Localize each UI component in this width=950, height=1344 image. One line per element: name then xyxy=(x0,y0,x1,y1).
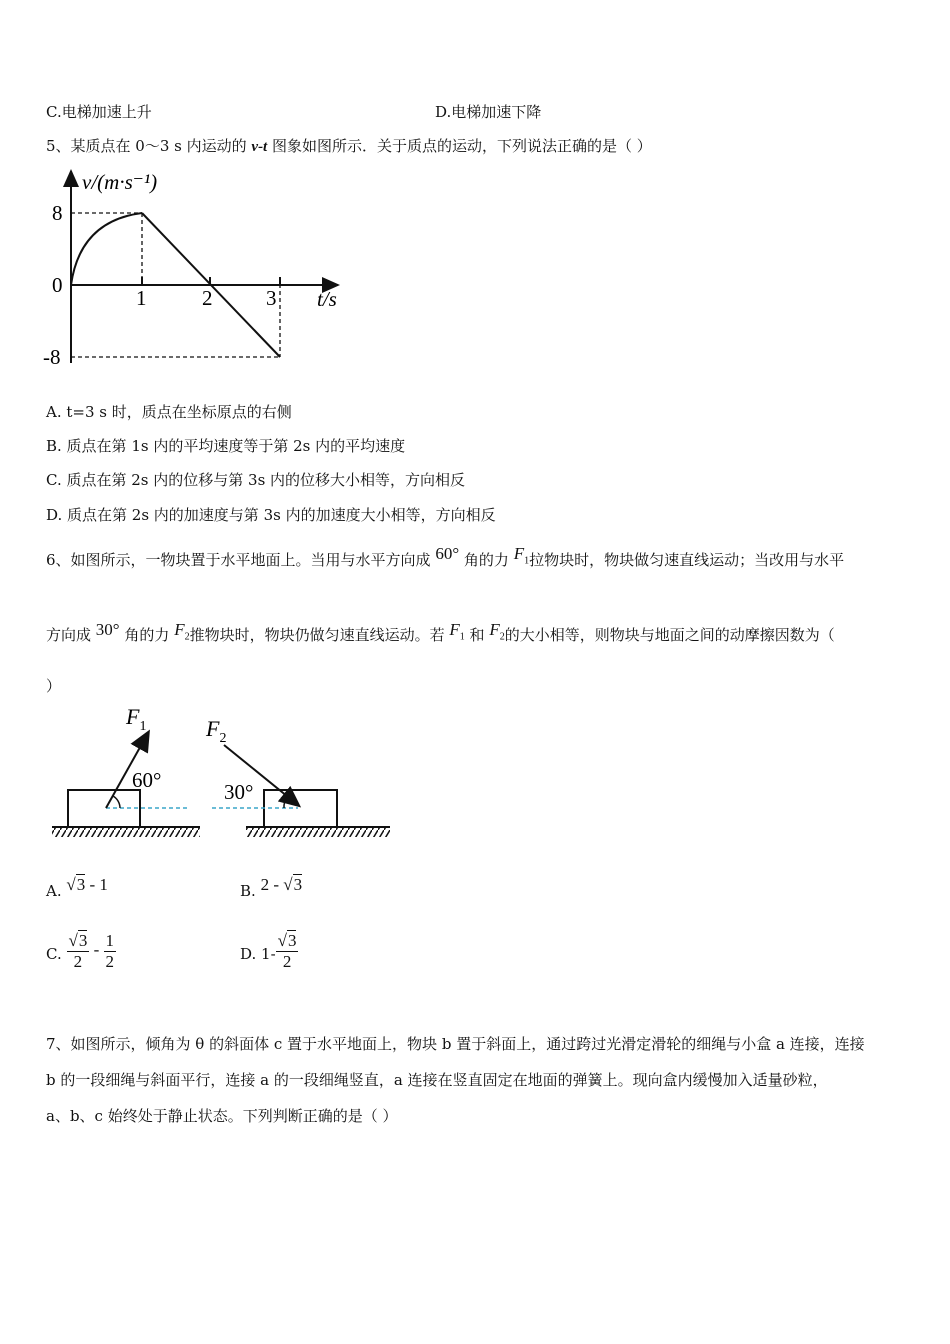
q4-option-c: C.电梯加速上升 xyxy=(46,103,152,121)
q6-d-frac: $\frac{√3}{2}$ xyxy=(277,930,297,971)
ytick-8: 8 xyxy=(52,201,63,225)
q5-option-c: C. 质点在第 2s 内的位移与第 3s 内的位移大小相等，方向相反 xyxy=(46,471,466,489)
block-right xyxy=(264,790,337,827)
xtick-1: 1 xyxy=(136,286,147,310)
ytick-minus8: -8 xyxy=(43,345,61,369)
angle-60-label: 60° xyxy=(132,768,162,792)
q5-vt-graph xyxy=(40,165,360,375)
q6-line1-b: 角的力 xyxy=(463,551,509,569)
q5-stem-vt: v-t xyxy=(251,139,268,155)
xlabel: t/s xyxy=(317,287,337,311)
q6-option-c: C. $\frac{√3}{2}$ - $\frac{1}{2}$ xyxy=(46,930,115,971)
q5-stem-post: 图象如图所示．关于质点的运动，下列说法正确的是（ ） xyxy=(267,137,652,155)
q6-c-frac2: $\frac{1}{2}$ xyxy=(105,930,115,971)
q6-line1-a: 6、如图所示，一物块置于水平地面上。当用与水平方向成 xyxy=(46,551,431,569)
q6-option-a: A. √3 - 1 xyxy=(46,875,108,900)
q6-f2: $F_2$ xyxy=(174,620,190,643)
q5-option-a: A. t=3 s 时，质点在坐标原点的右侧 xyxy=(46,403,292,421)
xtick-2: 2 xyxy=(202,286,213,310)
q6-f1-ref: $F_1$ xyxy=(449,620,465,643)
q6-line1 xyxy=(46,544,845,577)
q7-line3: a、b、c 始终处于静止状态。下列判断正确的是（ ） xyxy=(46,1107,398,1125)
q5-stem xyxy=(46,136,652,157)
q6-line2-d: 和 xyxy=(469,626,485,644)
q6-option-b: B. 2 - √3 xyxy=(240,875,303,900)
f1-label: $F_1$ xyxy=(126,704,147,734)
q6-line2-e: 的大小相等，则物块与地面之间的动摩擦因数为（ xyxy=(504,626,835,644)
vt-curve-0-1 xyxy=(71,213,142,285)
angle-30-label: 30° xyxy=(224,780,254,804)
q4-option-d: D.电梯加速下降 xyxy=(435,103,542,121)
f2-label: $F_2$ xyxy=(206,716,227,746)
q6-angle2: 30° xyxy=(95,620,120,639)
q5-option-b: B. 质点在第 1s 内的平均速度等于第 2s 内的平均速度 xyxy=(46,437,406,455)
q6-line3: ） xyxy=(46,677,62,695)
q6-line2-a: 方向成 xyxy=(46,626,92,644)
q6-line2 xyxy=(46,620,835,652)
q5-option-d: D. 质点在第 2s 内的加速度与第 3s 内的加速度大小相等，方向相反 xyxy=(46,506,496,524)
q6-f1: $F_1$ xyxy=(513,544,530,567)
q6-option-d: D. 1- $\frac{√3}{2}$ xyxy=(240,930,297,971)
q6-angle1: 60° xyxy=(435,544,460,563)
q7-line1: 7、如图所示，倾角为 θ 的斜面体 c 置于水平地面上，物块 b 置于斜面上，通过跨过光滑定滑轮的细绳与小盒 a 连接，连接 xyxy=(46,1035,865,1053)
q6-c-frac1: $\frac{√3}{2}$ xyxy=(68,930,88,971)
xtick-3: 3 xyxy=(266,286,277,310)
q7-line2: b 的一段细绳与斜面平行，连接 a 的一段细绳竖直，a 连接在竖直固定在地面的弹簧上。现向盒内缓慢加入适量砂粒， xyxy=(46,1071,828,1089)
q6-f2-ref: $F_2$ xyxy=(489,620,505,643)
ylabel: v/(m·s⁻¹) xyxy=(82,170,158,194)
q6-force-figure xyxy=(48,700,398,845)
q5-stem-pre: 5、某质点在 0～3 s 内运动的 xyxy=(46,137,252,155)
ytick-0: 0 xyxy=(52,273,63,297)
q6-line2-b: 角的力 xyxy=(124,626,170,644)
q6-line1-c: 拉物块时，物块做匀速直线运动；当改用与水平 xyxy=(529,551,845,569)
q6-line2-c: 推物块时，物块仍做匀速直线运动。若 xyxy=(189,626,445,644)
